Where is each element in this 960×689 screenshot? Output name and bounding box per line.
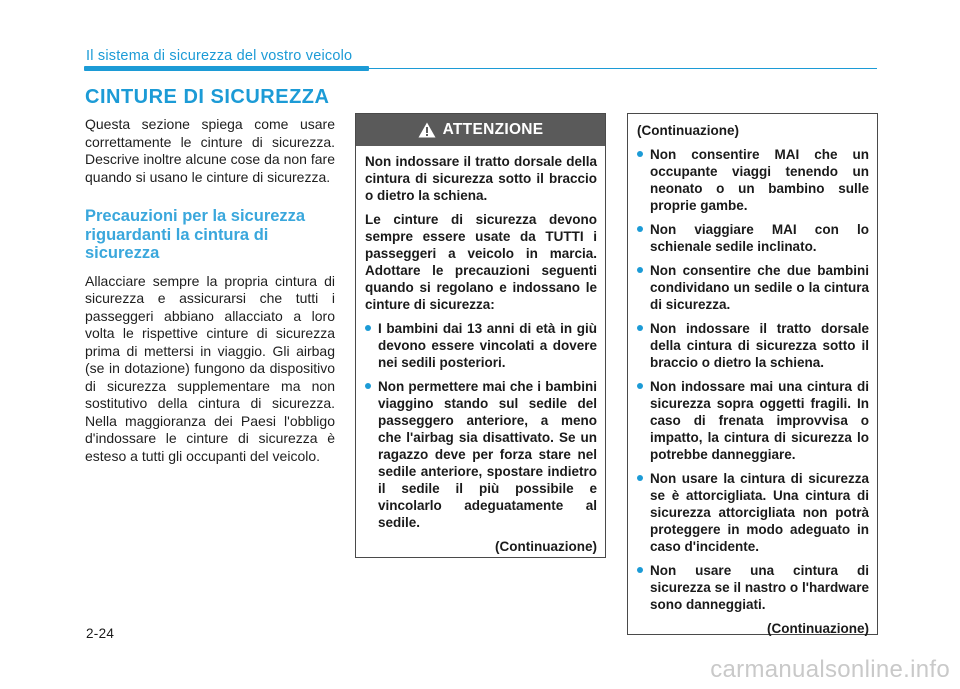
list-item: Non permettere mai che i bambini viaggino stando sul sedile del passeggero anteriore, a meno che l'airbag sia disattivato. Se un ragazzo deve per forza stare nel sedile anteriore, spostare indietro il sedile il più possibile e vincolarlo adeguatamente al sedile. [365, 378, 597, 531]
warning-triangle-icon [418, 122, 436, 138]
precautions-heading: Precauzioni per la sicurezza riguardanti la cintura di sicurezza [85, 207, 306, 262]
precautions-paragraph: Allacciare sempre la propria cintura di sicurezza e assicurarsi che tutti i passeggeri abbiano allacciato a loro volta le rispettive cinture di sicurezza prima di mettersi in viaggio. Gli airbag (se in dotazione) fungono da dispositivo di sicurezza supplementare ma non sostitutivo della cintura di sicurezza. Nella maggioranza dei Paesi l'obbligo d'indossare le cinture di sicurezza è esteso a tutti gli occupanti del veicolo. [85, 272, 335, 464]
warning-header [356, 114, 605, 146]
list-item: Non viaggiare MAI con lo schienale sedile inclinato. [637, 221, 869, 255]
intro-paragraph: Questa sezione spiega come usare correttamente le cinture di sicurezza. Descrive inoltre alcune cose da non fare quando si usano le cinture di sicurezza. [85, 116, 335, 185]
bullet-icon [637, 383, 643, 389]
bullet-icon [637, 567, 643, 573]
list-item: Non consentire MAI che un occupante viaggi tenendo un neonato o un bambino sulle proprie gambe. [637, 146, 869, 214]
bullet-icon [365, 383, 371, 389]
page-number: 2-24 [86, 626, 115, 641]
warning-paragraph: Le cinture di sicurezza devono sempre essere usate da TUTTI i passeggeri a veicolo in marcia. Adottare le precauzioni seguenti quando si regolano e indossano le cinture di sicurezza: [365, 212, 597, 312]
bullet-icon [365, 325, 371, 331]
continuation-label: (Continuazione) [495, 539, 597, 554]
watermark-link[interactable]: carmanualsonline.info [710, 656, 950, 683]
list-item: I bambini dai 13 anni di età in giù devono essere vincolati a dovere nei sedili posteriori. [365, 320, 597, 371]
continued-heading: (Continuazione) [637, 123, 739, 138]
list-item: Non indossare mai una cintura di sicurezza sopra oggetti fragili. In caso di frenata improvvisa o impatto, la cintura di sicurezza lo potrebbe danneggiare. [637, 378, 869, 463]
warning-box [355, 113, 606, 558]
list-item: Non indossare il tratto dorsale della cintura di sicurezza sotto il braccio o dietro la schiena. [637, 320, 869, 371]
header-accent-bar [84, 66, 369, 71]
list-item: Non consentire che due bambini condividano un sedile o la cintura di sicurezza. [637, 262, 869, 313]
warning-paragraph: Non indossare il tratto dorsale della cintura di sicurezza sotto il braccio o dietro la schiena. [365, 154, 597, 203]
bullet-icon [637, 325, 643, 331]
continued-body [628, 114, 877, 637]
list-item: Non usare una cintura di sicurezza se il nastro o l'hardware sono danneggiati. [637, 562, 869, 613]
header-title: Il sistema di sicurezza del vostro veicolo [86, 48, 353, 64]
bullet-icon [637, 475, 643, 481]
warning-label: ATTENZIONE [442, 121, 544, 138]
header-rule [369, 68, 877, 69]
bullet-icon [637, 267, 643, 273]
warning-list [365, 320, 597, 531]
left-column [85, 116, 335, 465]
continued-list [637, 146, 869, 613]
section-title: CINTURE DI SICUREZZA [85, 86, 330, 108]
continued-warning-box [627, 113, 878, 635]
warning-body [356, 146, 605, 555]
list-item: Non usare la cintura di sicurezza se è attorcigliata. Una cintura di sicurezza attorcigliata non potrà proteggere in modo adeguato in caso d'incidente. [637, 470, 869, 555]
continuation-label: (Continuazione) [767, 621, 869, 636]
bullet-icon [637, 226, 643, 232]
bullet-icon [637, 151, 643, 157]
